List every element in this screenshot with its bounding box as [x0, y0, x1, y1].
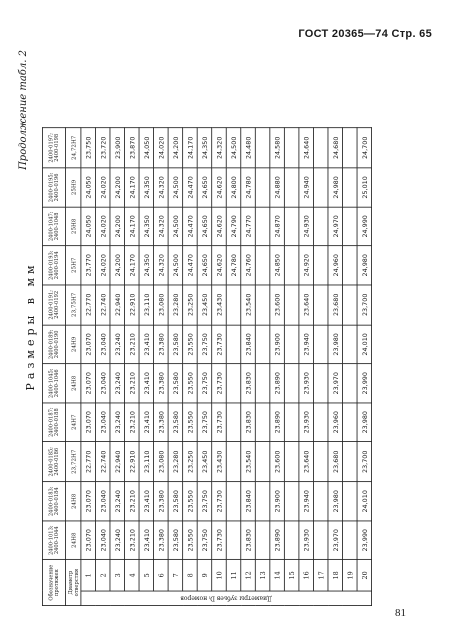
value-cell: 23,070	[81, 325, 96, 364]
column-fit: 24H7	[66, 403, 81, 442]
table-row	[255, 128, 270, 606]
column-code: 2400-1047; 2400-1048	[42, 207, 65, 246]
continuation-label: Продолжение табл. 2	[18, 50, 29, 170]
value-cell: 24,170	[183, 128, 198, 168]
value-cell	[343, 168, 358, 207]
value-cell: 23,830	[241, 364, 256, 403]
value-cell: 24,320	[212, 128, 227, 168]
value-cell: 23,110	[139, 285, 154, 325]
value-cell: 23,210	[125, 364, 140, 403]
value-cell: 23,240	[110, 364, 125, 403]
value-cell: 23,380	[154, 482, 169, 521]
table-row	[95, 128, 110, 606]
value-cell	[313, 325, 328, 364]
value-cell	[284, 285, 299, 325]
value-cell: 24,970	[328, 207, 343, 246]
column-code: 2400-0187; 2400-0188	[42, 403, 65, 442]
value-cell	[343, 521, 358, 560]
value-cell: 24,320	[154, 246, 169, 285]
table-row	[226, 128, 241, 606]
value-cell	[226, 521, 241, 560]
header-row-codes	[42, 128, 65, 606]
row-number: 18	[328, 560, 343, 591]
value-cell	[226, 403, 241, 442]
value-cell	[284, 168, 299, 207]
value-cell: 23,430	[212, 285, 227, 325]
value-cell: 23,730	[212, 364, 227, 403]
value-cell: 22,740	[95, 442, 110, 482]
value-cell: 24,920	[299, 246, 314, 285]
value-cell: 23,450	[197, 285, 212, 325]
value-cell	[226, 482, 241, 521]
row-number: 8	[183, 560, 198, 591]
value-cell: 23,750	[197, 403, 212, 442]
value-cell	[255, 285, 270, 325]
page-header: ГОСТ 20365—74 Стр. 65	[298, 28, 432, 40]
value-cell: 23,410	[139, 364, 154, 403]
value-cell	[343, 325, 358, 364]
column-fit: 24H8	[66, 482, 81, 521]
value-cell	[343, 364, 358, 403]
value-cell: 24,050	[81, 207, 96, 246]
value-cell: 23,380	[154, 521, 169, 560]
value-cell	[226, 325, 241, 364]
value-cell: 24,500	[226, 128, 241, 168]
value-cell: 22,910	[125, 285, 140, 325]
value-cell	[343, 482, 358, 521]
value-cell: 23,240	[110, 521, 125, 560]
value-cell: 24,350	[139, 246, 154, 285]
value-cell: 23,700	[357, 285, 372, 325]
value-cell: 23,380	[154, 364, 169, 403]
value-cell: 24,980	[328, 168, 343, 207]
column-fit: 24,72H7	[66, 128, 81, 168]
value-cell: 24,320	[154, 207, 169, 246]
value-cell	[343, 285, 358, 325]
value-cell: 24,480	[241, 128, 256, 168]
table-row	[139, 128, 154, 606]
value-cell: 23,990	[357, 364, 372, 403]
row-head-label: Обозначение протяжек	[42, 560, 65, 606]
row-number: 6	[154, 560, 169, 591]
value-cell: 23,550	[183, 482, 198, 521]
value-cell: 24,020	[95, 207, 110, 246]
value-cell: 23,380	[154, 325, 169, 364]
value-cell: 24,760	[241, 246, 256, 285]
value-cell	[284, 128, 299, 168]
value-cell: 24,200	[110, 168, 125, 207]
value-cell: 24,200	[110, 207, 125, 246]
value-cell: 23,720	[95, 128, 110, 168]
value-cell: 23,960	[328, 403, 343, 442]
row-number: 7	[168, 560, 183, 591]
value-cell: 23,210	[125, 403, 140, 442]
value-cell: 24,200	[168, 128, 183, 168]
row-number: 10	[212, 560, 227, 591]
value-cell: 23,410	[139, 482, 154, 521]
value-cell: 23,750	[197, 521, 212, 560]
value-cell: 24,050	[81, 168, 96, 207]
value-cell: 23,730	[212, 521, 227, 560]
value-cell: 23,240	[110, 403, 125, 442]
value-cell: 23,730	[212, 325, 227, 364]
value-cell: 23,730	[212, 403, 227, 442]
value-cell: 22,940	[110, 285, 125, 325]
value-cell	[343, 442, 358, 482]
value-cell	[284, 482, 299, 521]
value-cell: 23,210	[125, 325, 140, 364]
value-cell: 23,840	[241, 482, 256, 521]
value-cell	[255, 207, 270, 246]
value-cell: 24,650	[197, 246, 212, 285]
value-cell	[255, 521, 270, 560]
value-cell	[284, 442, 299, 482]
value-cell: 24,470	[183, 207, 198, 246]
value-cell: 23,250	[183, 442, 198, 482]
value-cell	[226, 364, 241, 403]
column-code: 2400-0197; 2400-0198	[42, 128, 65, 168]
value-cell: 23,750	[197, 364, 212, 403]
value-cell	[284, 207, 299, 246]
value-cell: 24,800	[226, 168, 241, 207]
column-fit: 25H8	[66, 207, 81, 246]
value-cell	[284, 325, 299, 364]
value-cell: 23,080	[154, 285, 169, 325]
value-cell	[313, 128, 328, 168]
value-cell: 24,500	[168, 168, 183, 207]
value-cell	[313, 364, 328, 403]
value-cell: 24,850	[270, 246, 285, 285]
rotated-table-area	[18, 46, 378, 606]
value-cell: 23,970	[328, 364, 343, 403]
value-cell: 23,680	[328, 442, 343, 482]
value-cell: 23,210	[125, 482, 140, 521]
value-cell: 23,990	[357, 521, 372, 560]
column-fit: 25H9	[66, 168, 81, 207]
column-fit: 23,75H7	[66, 285, 81, 325]
value-cell: 23,410	[139, 325, 154, 364]
value-cell: 23,070	[81, 403, 96, 442]
value-cell: 24,700	[357, 128, 372, 168]
value-cell: 24,350	[197, 128, 212, 168]
row-number: 16	[299, 560, 314, 591]
value-cell: 23,580	[168, 482, 183, 521]
value-cell: 23,840	[241, 325, 256, 364]
value-cell: 22,770	[81, 285, 96, 325]
value-cell	[343, 207, 358, 246]
column-code: 2400-1045; 2400-1046	[42, 364, 65, 403]
value-cell: 23,040	[95, 521, 110, 560]
value-cell: 24,620	[212, 168, 227, 207]
value-cell: 23,830	[241, 521, 256, 560]
value-cell: 24,990	[357, 207, 372, 246]
value-cell: 23,750	[197, 325, 212, 364]
value-cell: 23,210	[125, 521, 140, 560]
column-code: 2400-0195; 2400-0196	[42, 168, 65, 207]
value-cell: 23,930	[299, 521, 314, 560]
table-row	[183, 128, 198, 606]
page-number: 81	[395, 607, 406, 619]
table-row	[197, 128, 212, 606]
value-cell: 23,980	[357, 403, 372, 442]
column-code: 2400-0189; 2400-0190	[42, 325, 65, 364]
value-cell: 23,280	[168, 442, 183, 482]
table-row	[154, 128, 169, 606]
value-cell: 25,010	[357, 168, 372, 207]
value-cell	[313, 521, 328, 560]
value-cell: 23,980	[328, 325, 343, 364]
column-code: 2400-1013; 2400-1044	[42, 521, 65, 560]
value-cell: 24,640	[299, 128, 314, 168]
value-cell: 23,700	[357, 442, 372, 482]
value-cell: 23,240	[110, 482, 125, 521]
value-cell: 23,040	[95, 325, 110, 364]
value-cell: 24,880	[270, 168, 285, 207]
table-row	[357, 128, 372, 606]
row-number: 14	[270, 560, 285, 591]
value-cell	[255, 168, 270, 207]
column-fit: 25H7	[66, 246, 81, 285]
value-cell	[284, 246, 299, 285]
value-cell: 23,980	[328, 482, 343, 521]
value-cell: 23,040	[95, 403, 110, 442]
column-fit: 24H8	[66, 364, 81, 403]
value-cell: 23,930	[299, 364, 314, 403]
value-cell: 23,430	[212, 442, 227, 482]
table-row	[168, 128, 183, 606]
value-cell: 23,550	[183, 403, 198, 442]
row-number: 4	[125, 560, 140, 591]
value-cell: 23,600	[270, 285, 285, 325]
value-cell: 24,580	[270, 128, 285, 168]
value-cell: 23,040	[95, 364, 110, 403]
value-cell	[313, 285, 328, 325]
table-row	[125, 128, 140, 606]
value-cell: 23,730	[212, 482, 227, 521]
table-row	[81, 128, 96, 606]
value-cell: 23,940	[299, 482, 314, 521]
table-row	[110, 128, 125, 606]
value-cell: 24,200	[110, 246, 125, 285]
value-cell: 23,540	[241, 442, 256, 482]
value-cell: 23,540	[241, 285, 256, 325]
table-row	[313, 128, 328, 606]
value-cell: 23,750	[81, 128, 96, 168]
value-cell: 23,940	[299, 325, 314, 364]
row-number: 11	[226, 560, 241, 591]
column-fit: 24H9	[66, 325, 81, 364]
row-number: 13	[255, 560, 270, 591]
row-number: 17	[313, 560, 328, 591]
table-row	[241, 128, 256, 606]
value-cell: 24,620	[212, 246, 227, 285]
table-row	[343, 128, 358, 606]
value-cell	[255, 364, 270, 403]
value-cell: 23,640	[299, 285, 314, 325]
value-cell	[255, 403, 270, 442]
row-number: 20	[357, 560, 372, 591]
value-cell	[313, 246, 328, 285]
value-cell: 23,250	[183, 285, 198, 325]
value-cell: 23,970	[328, 521, 343, 560]
value-cell: 23,870	[125, 128, 140, 168]
diameter-head-label: Диаметр отверстия	[66, 560, 81, 606]
value-cell: 23,580	[168, 364, 183, 403]
value-cell	[313, 442, 328, 482]
value-cell: 23,450	[197, 442, 212, 482]
column-fit: 24H8	[66, 521, 81, 560]
value-cell: 23,890	[270, 521, 285, 560]
column-fit: 23,72H7	[66, 442, 81, 482]
side-group-label	[81, 591, 372, 606]
value-cell: 23,890	[270, 364, 285, 403]
value-cell: 23,240	[110, 325, 125, 364]
value-cell: 23,900	[270, 482, 285, 521]
value-cell: 24,870	[270, 207, 285, 246]
value-cell: 24,170	[125, 168, 140, 207]
value-cell: 24,320	[154, 168, 169, 207]
value-cell: 24,470	[183, 246, 198, 285]
row-number: 3	[110, 560, 125, 591]
row-number: 5	[139, 560, 154, 591]
value-cell: 24,170	[125, 207, 140, 246]
value-cell: 24,020	[95, 246, 110, 285]
value-cell	[313, 403, 328, 442]
value-cell: 24,020	[154, 128, 169, 168]
value-cell: 23,890	[270, 403, 285, 442]
value-cell: 24,780	[241, 168, 256, 207]
table-row	[270, 128, 285, 606]
value-cell: 23,680	[328, 285, 343, 325]
value-cell: 24,770	[241, 207, 256, 246]
value-cell: 23,410	[139, 521, 154, 560]
value-cell: 24,930	[299, 207, 314, 246]
column-code: 2400-0185; 2400-0186	[42, 442, 65, 482]
dimensions-table	[42, 127, 372, 606]
value-cell: 24,470	[183, 168, 198, 207]
value-cell: 24,940	[299, 168, 314, 207]
value-cell	[226, 442, 241, 482]
value-cell	[284, 521, 299, 560]
value-cell	[284, 403, 299, 442]
column-code: 2400-0191; 2400-0192	[42, 285, 65, 325]
value-cell: 23,580	[168, 325, 183, 364]
value-cell: 24,010	[357, 325, 372, 364]
value-cell: 22,740	[95, 285, 110, 325]
value-cell	[343, 128, 358, 168]
value-cell: 23,580	[168, 403, 183, 442]
value-cell: 23,900	[270, 325, 285, 364]
value-cell: 24,500	[168, 246, 183, 285]
value-cell: 23,410	[139, 403, 154, 442]
value-cell: 24,980	[357, 246, 372, 285]
table-row	[284, 128, 299, 606]
value-cell	[343, 246, 358, 285]
value-cell: 23,750	[197, 482, 212, 521]
value-cell: 24,620	[212, 207, 227, 246]
column-code: 2400-0183; 2400-0184	[42, 482, 65, 521]
value-cell: 23,080	[154, 442, 169, 482]
sizes-title: Размеры в мм	[24, 261, 37, 391]
value-cell: 24,050	[139, 128, 154, 168]
value-cell: 23,550	[183, 325, 198, 364]
value-cell: 24,650	[197, 168, 212, 207]
column-code: 2400-0193; 2400-0194	[42, 246, 65, 285]
value-cell: 24,020	[95, 168, 110, 207]
value-cell: 24,780	[226, 246, 241, 285]
value-cell	[255, 482, 270, 521]
value-cell	[255, 246, 270, 285]
row-number: 12	[241, 560, 256, 591]
value-cell: 23,550	[183, 364, 198, 403]
value-cell: 22,940	[110, 442, 125, 482]
table-row	[328, 128, 343, 606]
value-cell: 23,550	[183, 521, 198, 560]
table-row	[212, 128, 227, 606]
value-cell: 23,110	[139, 442, 154, 482]
value-cell: 24,790	[226, 207, 241, 246]
value-cell: 23,930	[299, 403, 314, 442]
value-cell: 23,070	[81, 364, 96, 403]
row-number: 1	[81, 560, 96, 591]
value-cell: 23,280	[168, 285, 183, 325]
value-cell: 22,770	[81, 442, 96, 482]
value-cell	[226, 285, 241, 325]
value-cell: 24,650	[197, 207, 212, 246]
value-cell: 24,500	[168, 207, 183, 246]
value-cell: 24,960	[328, 246, 343, 285]
value-cell	[255, 325, 270, 364]
value-cell: 24,010	[357, 482, 372, 521]
row-number: 19	[343, 560, 358, 591]
row-number: 9	[197, 560, 212, 591]
value-cell: 23,900	[110, 128, 125, 168]
value-cell: 23,770	[81, 246, 96, 285]
value-cell	[284, 364, 299, 403]
value-cell: 22,910	[125, 442, 140, 482]
value-cell: 23,380	[154, 403, 169, 442]
value-cell	[313, 207, 328, 246]
value-cell: 24,170	[125, 246, 140, 285]
value-cell: 23,040	[95, 482, 110, 521]
value-cell	[313, 168, 328, 207]
value-cell: 23,070	[81, 521, 96, 560]
value-cell: 23,830	[241, 403, 256, 442]
value-cell	[313, 482, 328, 521]
table-row	[299, 128, 314, 606]
value-cell: 23,580	[168, 521, 183, 560]
side-main-label: Диаметры зубьев Dᵢ номеров	[180, 594, 272, 602]
row-number: 15	[284, 560, 299, 591]
value-cell	[255, 442, 270, 482]
row-number: 2	[95, 560, 110, 591]
header-row-fits	[66, 128, 81, 606]
value-cell: 24,350	[139, 207, 154, 246]
value-cell	[255, 128, 270, 168]
value-cell: 23,600	[270, 442, 285, 482]
value-cell: 24,350	[139, 168, 154, 207]
value-cell: 23,640	[299, 442, 314, 482]
value-cell: 23,070	[81, 482, 96, 521]
value-cell	[343, 403, 358, 442]
value-cell: 24,680	[328, 128, 343, 168]
